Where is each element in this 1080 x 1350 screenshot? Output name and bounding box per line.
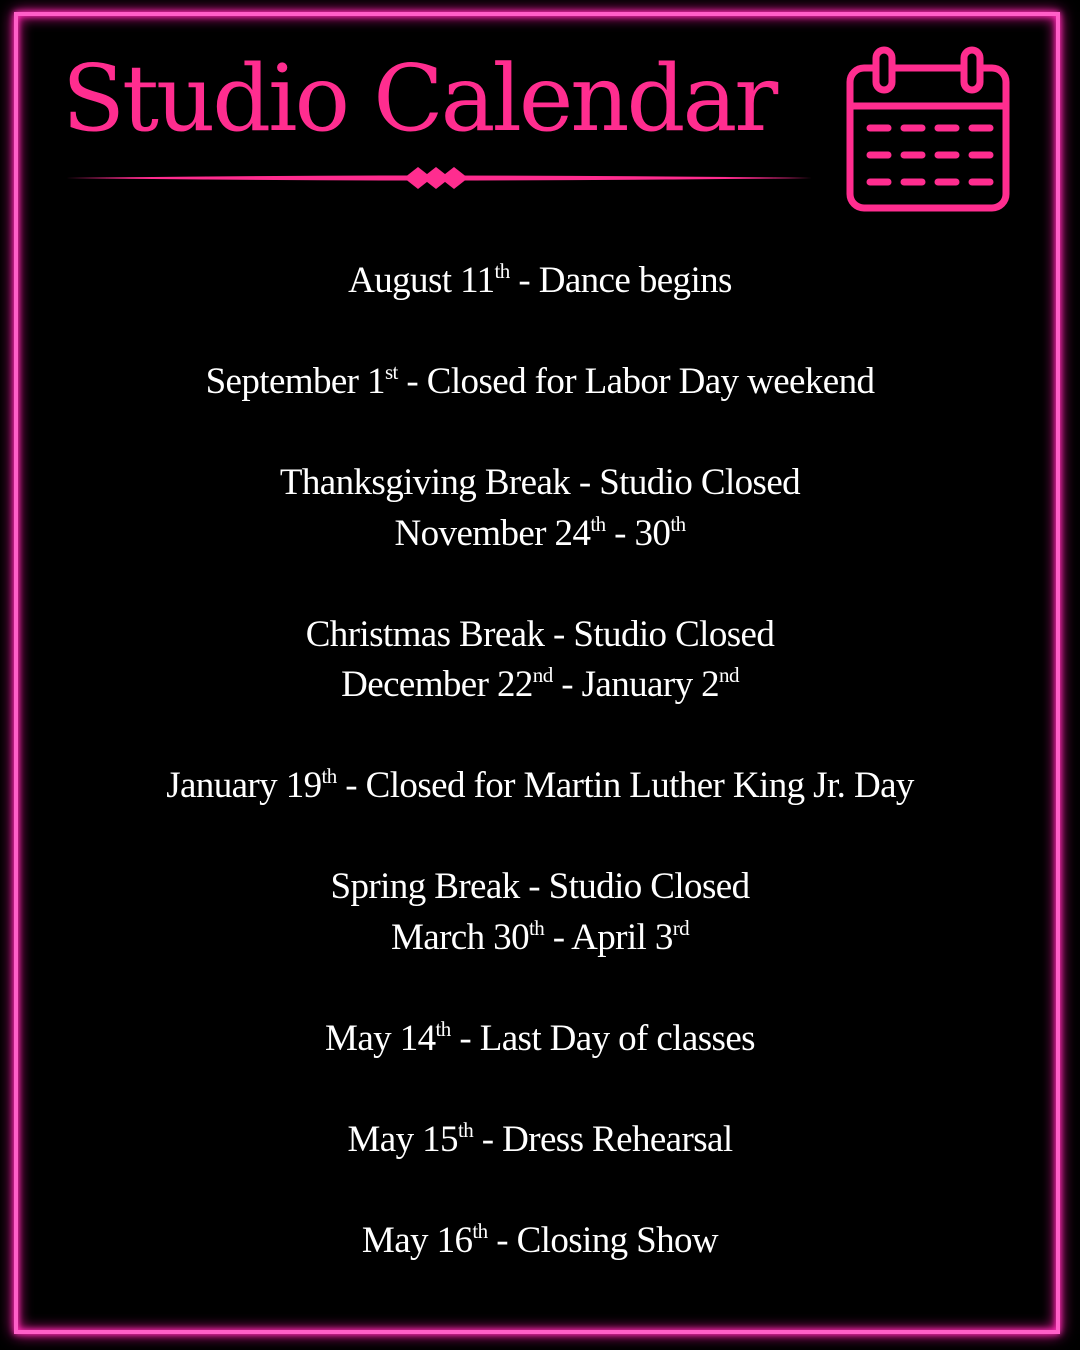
event-text: Christmas Break - Studio Closed	[305, 613, 775, 655]
event-item	[0, 1115, 1080, 1166]
ordinal-suffix: st	[384, 360, 398, 384]
event-text: September 1	[205, 361, 385, 402]
event-text: - January 2	[552, 664, 720, 705]
event-text: March 30	[390, 916, 529, 958]
event-line	[0, 1014, 1080, 1065]
event-text: May 16	[361, 1219, 473, 1261]
event-line	[0, 610, 1080, 661]
event-item	[0, 357, 1080, 408]
event-line	[0, 913, 1080, 964]
title-underline-ornament	[66, 164, 812, 192]
event-text: - April 3	[544, 916, 673, 958]
event-item	[0, 1216, 1080, 1267]
event-item	[0, 862, 1080, 963]
ordinal-suffix: th	[321, 764, 337, 788]
ordinal-suffix: th	[670, 511, 686, 536]
event-text: - Closed for Martin Luther King Jr. Day	[336, 765, 914, 806]
ordinal-suffix: th	[590, 511, 606, 536]
event-text: May 15	[347, 1118, 458, 1160]
ordinal-suffix: nd	[719, 663, 739, 687]
ordinal-suffix: th	[528, 915, 545, 940]
event-line	[0, 1115, 1080, 1166]
event-text: May 14	[325, 1017, 436, 1059]
event-text: December 22	[341, 664, 533, 705]
ordinal-suffix: rd	[672, 915, 690, 940]
event-text: November 24	[394, 512, 591, 554]
event-list	[0, 256, 1080, 1317]
event-text: Thanksgiving Break - Studio Closed	[279, 462, 801, 503]
ordinal-suffix: th	[435, 1016, 451, 1041]
event-line	[0, 1216, 1080, 1267]
event-item	[0, 761, 1080, 812]
event-line	[0, 509, 1080, 560]
event-text: - Dress Rehearsal	[473, 1118, 733, 1160]
event-line	[0, 357, 1080, 408]
ordinal-suffix: th	[457, 1117, 474, 1142]
ordinal-suffix: nd	[532, 663, 553, 687]
event-line	[0, 458, 1080, 509]
event-text: - 30	[605, 512, 671, 554]
event-line	[0, 862, 1080, 913]
event-text: - Last Day of classes	[450, 1017, 755, 1059]
ordinal-suffix: th	[494, 259, 510, 283]
event-text: August 11	[348, 260, 495, 301]
page-title: Studio Calendar	[62, 45, 776, 152]
event-text: - Dance begins	[509, 260, 732, 301]
event-item	[0, 458, 1080, 559]
event-item	[0, 1014, 1080, 1065]
event-text: - Closed for Labor Day weekend	[397, 361, 875, 402]
event-text: Spring Break - Studio Closed	[330, 866, 750, 907]
event-item	[0, 610, 1080, 711]
event-text: January 19	[166, 765, 322, 806]
event-item	[0, 256, 1080, 307]
event-line	[0, 660, 1080, 711]
ordinal-suffix: th	[472, 1218, 488, 1243]
calendar-icon	[844, 44, 1012, 214]
event-line	[0, 256, 1080, 307]
event-line	[0, 761, 1080, 812]
event-text: - Closing Show	[487, 1219, 719, 1261]
